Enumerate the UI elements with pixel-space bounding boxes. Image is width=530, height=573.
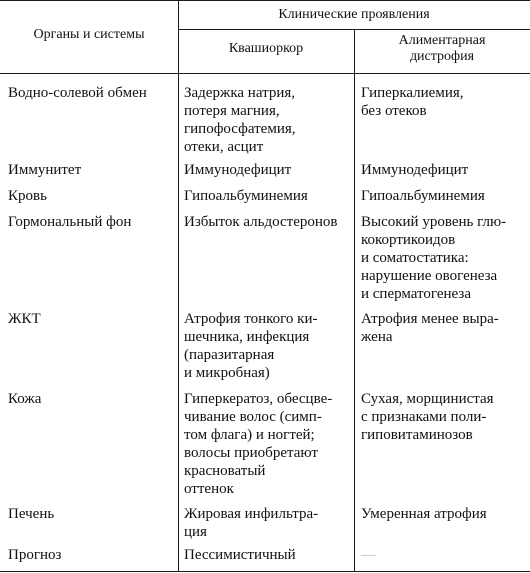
header-alimentary-dystrophy: Алиментарная дистрофия <box>398 33 486 64</box>
row-organ: Иммунитет <box>8 162 82 178</box>
row-kwashiorkor: Атрофия тонкого ки- шечника, инфекция (паразитарная и микробная) <box>184 311 318 381</box>
header-clinical-manifestations: Клинические проявления <box>278 7 430 22</box>
row-kwashiorkor: Гиперкератоз, обесцве- чивание волос (симп- том флага) и ногтей; волосы приобретают красноватый оттенок <box>184 391 333 497</box>
table-top-border <box>0 0 530 1</box>
row-alimentary: Умеренная атрофия <box>361 506 487 522</box>
row-alimentary: Гипоальбуминемия <box>361 188 485 204</box>
row-alimentary: Атрофия менее выра- жена <box>361 311 499 345</box>
column-divider-2 <box>354 29 355 572</box>
row-organ: Гормональный фон <box>8 214 132 230</box>
header-kwashiorkor: Квашиоркор <box>228 41 304 56</box>
row-alimentary: Гиперкалиемия, без отеков <box>361 85 464 119</box>
row-organ: Печень <box>8 506 55 522</box>
row-kwashiorkor: Иммунодефицит <box>184 162 292 178</box>
row-organ: Водно-солевой обмен <box>8 85 147 101</box>
row-kwashiorkor: Жировая инфильтра- ция <box>184 506 319 540</box>
row-alimentary: Сухая, морщинистая с признаками поли- гиповитаминозов <box>361 391 494 443</box>
row-kwashiorkor: Задержка натрия, потеря магния, гипофосфатемия, отеки, асцит <box>184 85 296 155</box>
row-kwashiorkor: Пессимистичный <box>184 547 296 563</box>
row-alimentary: Высокий уровень глю- кокортикоидов и соматостатика: нарушение овогенеза и сперматогенеза <box>361 214 507 302</box>
row-organ: Кожа <box>8 391 42 407</box>
row-kwashiorkor: Гипоальбуминемия <box>184 188 308 204</box>
row-alimentary: Иммунодефицит <box>361 162 469 178</box>
column-divider-1 <box>178 0 179 572</box>
header-organs: Органы и системы <box>33 27 145 42</box>
row-kwashiorkor: Избыток альдостеронов <box>184 214 338 230</box>
row-alimentary: — <box>361 547 376 563</box>
row-organ: ЖКТ <box>8 311 41 327</box>
table-bottom-border <box>0 571 530 572</box>
header-bottom-border <box>0 73 530 74</box>
row-organ: Прогноз <box>8 547 62 563</box>
row-organ: Кровь <box>8 188 47 204</box>
